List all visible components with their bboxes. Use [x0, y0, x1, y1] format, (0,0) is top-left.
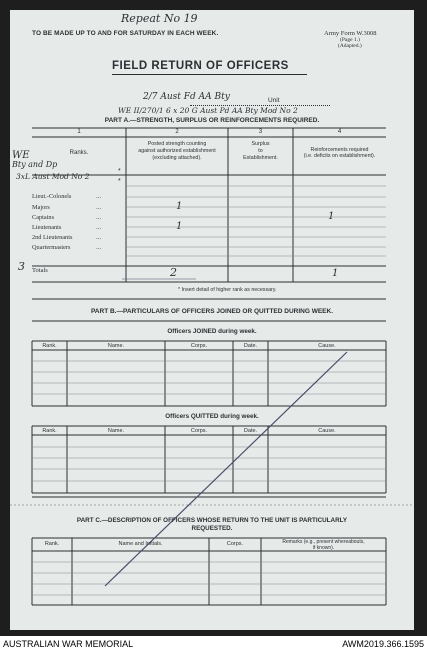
col-number-1: 1	[77, 129, 81, 135]
form-rulings	[10, 10, 414, 630]
posted-strength-header-l1: Posted strength counting	[147, 141, 207, 147]
handwritten-side-bty: Bty and Dp	[12, 160, 58, 169]
rank-lieutenants: Lieutenants	[32, 224, 62, 231]
rank-lieut-colonels: Lieut.-Colonels	[32, 193, 72, 200]
footer-source: AUSTRALIAN WAR MEMORIAL	[3, 639, 134, 649]
handwritten-majors-count: 1	[176, 201, 183, 212]
unit-label: Unit	[268, 97, 280, 104]
partc-col-remarks-l1: Remarks (e.g., present whereabouts,	[282, 539, 365, 545]
asterisk-mark-1: *	[118, 168, 121, 175]
ranks-header: Ranks.	[69, 150, 89, 156]
rank-leader-5: ...	[96, 234, 102, 241]
reinforcements-header-l1: Reinforcements required	[310, 147, 369, 153]
form-page	[10, 10, 414, 630]
col-number-4: 4	[337, 129, 342, 135]
handwritten-unit-name: 2/7 Aust Fd AA Bty	[143, 92, 230, 102]
totals-label: Totals	[32, 267, 48, 274]
partc-col-remarks-l2: if known).	[312, 545, 335, 551]
handwritten-captains-reinforcement: 1	[328, 211, 335, 222]
handwritten-side-we: WE	[12, 150, 30, 161]
quitted-col-name: Name.	[107, 428, 125, 434]
quitted-col-cause: Cause.	[318, 428, 336, 434]
form-title: FIELD RETURN OF OFFICERS	[112, 60, 289, 72]
officers-quitted-title: Officers QUITTED during week.	[165, 413, 259, 420]
handwritten-lieutenants-count: 1	[176, 221, 183, 232]
rank-leader-3: ...	[96, 214, 102, 221]
form-instruction: TO BE MADE UP TO AND FOR SATURDAY IN EACH WEEK.	[32, 30, 219, 37]
rank-leader-2: ...	[96, 204, 102, 211]
form-page-number: (Page 1.)	[340, 37, 360, 43]
rank-leader-4: ...	[96, 224, 102, 231]
footer-bar	[0, 636, 427, 653]
handwritten-war-establishment: WE II/270/1 6 x 20 G Aust Pd AA Bty Mod No 2	[118, 106, 298, 115]
part-c-heading-line2: REQUESTED.	[191, 525, 233, 532]
surplus-header-l3: Establishment.	[243, 155, 278, 161]
rank-2nd-lieutenants: 2nd Lieutenants	[32, 234, 73, 241]
partc-col-corps: Corps.	[226, 541, 244, 547]
rank-captains: Captains	[32, 214, 55, 221]
posted-strength-header-l2: against authorized establishment	[138, 148, 216, 154]
handwritten-margin-total: 3	[18, 260, 25, 273]
joined-col-rank: Rank.	[42, 343, 57, 349]
quitted-col-corps: Corps.	[190, 428, 208, 434]
handwritten-total-reinforcements: 1	[332, 268, 339, 279]
form-adapted-note: (Adapted.)	[338, 43, 362, 49]
asterisk-mark-2: *	[118, 178, 121, 185]
joined-col-name: Name.	[107, 343, 125, 349]
officers-joined-title: Officers JOINED during week.	[167, 328, 257, 335]
joined-col-cause: Cause.	[318, 343, 336, 349]
col-number-2: 2	[175, 129, 179, 135]
part-a-heading: PART A.—STRENGTH, SURPLUS OR REINFORCEMENTS REQUIRED.	[104, 117, 320, 124]
joined-col-date: Date.	[243, 343, 258, 349]
part-b-heading: PART B.—PARTICULARS OF OFFICERS JOINED OR QUITTED DURING WEEK.	[90, 308, 334, 315]
quitted-col-date: Date.	[243, 428, 258, 434]
partc-col-name: Name and Initials.	[118, 541, 163, 547]
rank-quartermasters: Quartermasters	[32, 244, 71, 251]
surplus-header-l1: Surplus	[251, 141, 270, 147]
handwritten-total-posted: 2	[170, 266, 177, 279]
rank-majors: Majors	[32, 204, 50, 211]
quitted-col-rank: Rank.	[42, 428, 57, 434]
rank-leader-1: ...	[96, 193, 102, 200]
reinforcements-header-l2: (i.e. deficits on establishment).	[303, 153, 376, 159]
partc-col-rank: Rank.	[44, 541, 60, 547]
posted-strength-header-l3: (excluding attached).	[152, 155, 202, 161]
handwritten-side-mod: 3xL Aust Mod No 2	[16, 172, 90, 181]
footnote: * Insert detail of higher rank as necessary.	[178, 287, 277, 293]
joined-col-corps: Corps.	[190, 343, 208, 349]
col-number-3: 3	[258, 129, 263, 135]
rank-leader-6: ...	[96, 244, 102, 251]
surplus-header-l2: to	[258, 148, 263, 154]
form-number: Army Form W.3008	[324, 30, 377, 37]
handwritten-reference: Repeat No 19	[121, 12, 198, 25]
part-c-heading-line1: PART C.—DESCRIPTION OF OFFICERS WHOSE RETURN TO THE UNIT IS PARTICULARLY	[76, 517, 348, 524]
footer-accession: AWM2019.366.1595	[342, 639, 424, 649]
